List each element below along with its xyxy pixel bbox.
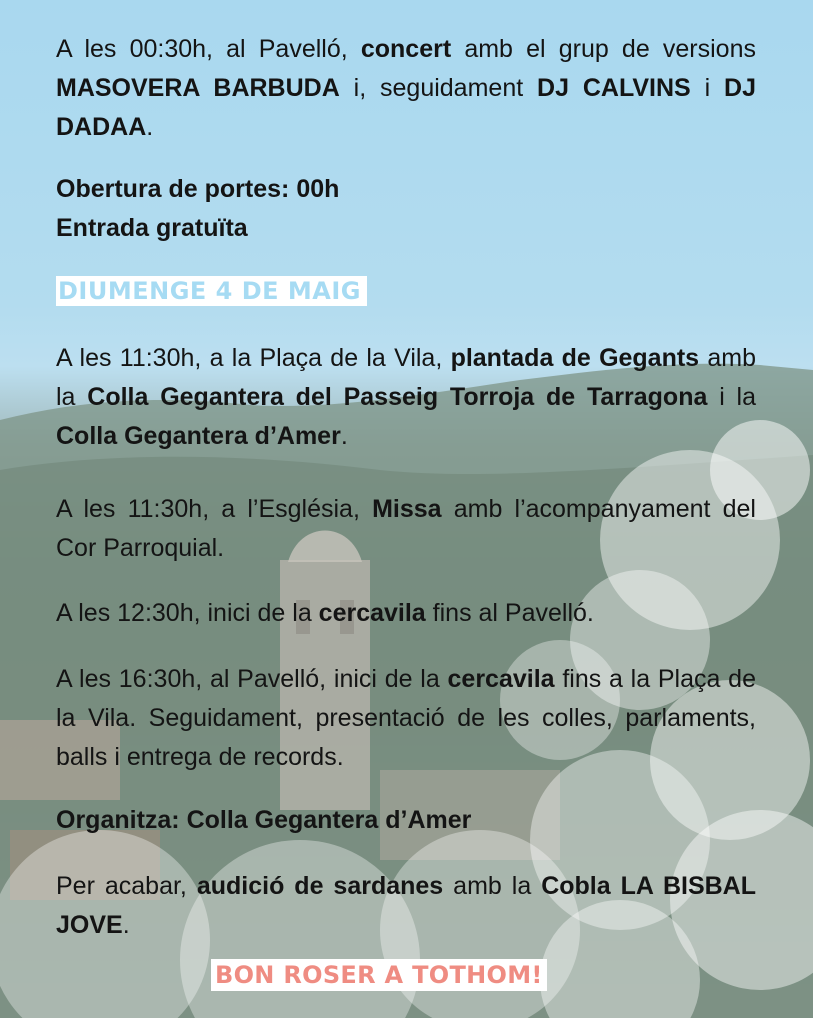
free-entry-line: Entrada gratuïta <box>56 214 248 242</box>
sardanes-paragraph: Per acabar, audició de sardanes amb la Cobla LA BISBAL JOVE. <box>56 872 756 939</box>
doors-info <box>56 170 756 248</box>
dj-dadaa: DJ DADAA <box>56 74 756 141</box>
closing-greeting: BON ROSER A TOTHOM! <box>211 959 547 991</box>
saturday-concert-paragraph: A les 00:30h, al Pavelló, concert amb el grup de versions MASOVERA BARBUDA i, seguidament DJ CALVINS i DJ DADAA. <box>56 35 756 141</box>
dj-calvins: DJ CALVINS <box>537 74 691 102</box>
parade-afternoon-paragraph: A les 16:30h, al Pavelló, inici de la cercavila fins a la Plaça de la Vila. Seguidament, presentació de les colles, parlaments, balls i entrega de records. <box>56 665 756 771</box>
parade-morning-paragraph: A les 12:30h, inici de la cercavila fins al Pavelló. <box>56 599 594 627</box>
giants-paragraph: A les 11:30h, a la Plaça de la Vila, plantada de Gegants amb la Colla Gegantera del Passeig Torroja de Tarragona i la Colla Gegantera d’Amer. <box>56 344 757 450</box>
concert-highlight: concert <box>360 35 452 63</box>
sunday-heading: DIUMENGE 4 DE MAIG <box>56 276 367 306</box>
mass-paragraph: A les 11:30h, a l’Església, Missa amb l’acompanyament del Cor Parroquial. <box>56 495 756 562</box>
doors-open-line: Obertura de portes: 00h <box>56 175 340 203</box>
band-name: MASOVERA BARBUDA <box>56 74 340 102</box>
organizer-line: Organitza: Colla Gegantera d’Amer <box>56 806 472 834</box>
